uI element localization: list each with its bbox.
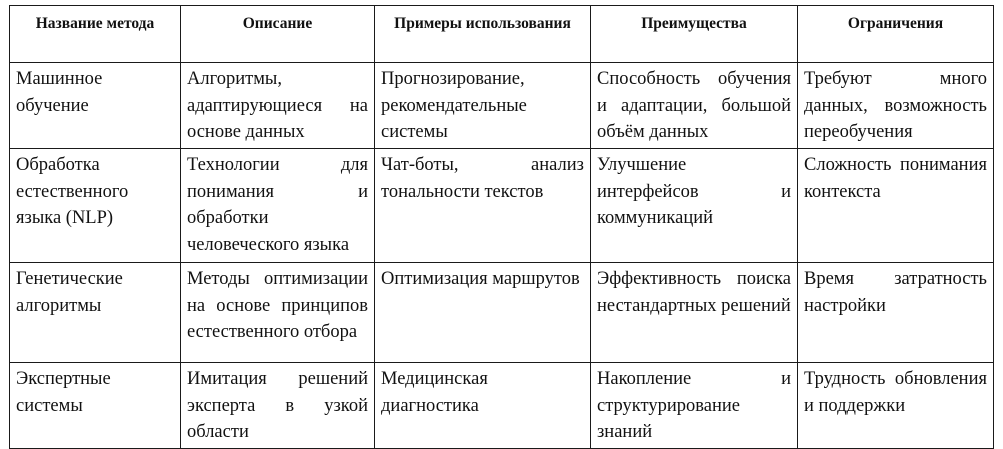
cell-description: Методы оптимизации на основе принципов естественного отбора bbox=[181, 263, 375, 363]
header-description: Описание bbox=[181, 6, 375, 63]
cell-description: Имитация решений эксперта в узкой области bbox=[181, 363, 375, 449]
header-limitations: Ограничения bbox=[798, 6, 994, 63]
table-header-row bbox=[10, 6, 994, 63]
cell-method-name: Экспертные системы bbox=[10, 363, 181, 449]
cell-method-name: Машинное обучение bbox=[10, 63, 181, 149]
cell-advantages: Улучшение интерфейсов и коммуникаций bbox=[591, 149, 798, 263]
cell-usage-examples: Чат-боты, анализ тональности текстов bbox=[375, 149, 591, 263]
cell-description: Технологии для понимания и обработки человеческого языка bbox=[181, 149, 375, 263]
table-row bbox=[10, 363, 994, 449]
cell-advantages: Накопление и структурирование знаний bbox=[591, 363, 798, 449]
table-row bbox=[10, 63, 994, 149]
cell-method-name: Генетические алгоритмы bbox=[10, 263, 181, 363]
cell-method-name: Обработка естественного языка (NLP) bbox=[10, 149, 181, 263]
cell-limitations: Время затратность настройки bbox=[798, 263, 994, 363]
cell-usage-examples: Прогнозирование, рекомендательные системы bbox=[375, 63, 591, 149]
cell-advantages: Способность обучения и адаптации, большой объём данных bbox=[591, 63, 798, 149]
cell-advantages: Эффективность поиска нестандартных решений bbox=[591, 263, 798, 363]
table-row bbox=[10, 263, 994, 363]
cell-usage-examples: Оптимизация маршрутов bbox=[375, 263, 591, 363]
cell-usage-examples: Медицинская диагностика bbox=[375, 363, 591, 449]
cell-description: Алгоритмы, адаптирующиеся на основе данных bbox=[181, 63, 375, 149]
header-advantages: Преимущества bbox=[591, 6, 798, 63]
methods-table bbox=[9, 5, 994, 449]
cell-limitations: Сложность понимания контекста bbox=[798, 149, 994, 263]
cell-limitations: Трудность обновления и поддержки bbox=[798, 363, 994, 449]
header-usage-examples: Примеры использования bbox=[375, 6, 591, 63]
cell-limitations: Требуют много данных, возможность переобучения bbox=[798, 63, 994, 149]
table-row bbox=[10, 149, 994, 263]
header-method-name: Название метода bbox=[10, 6, 181, 63]
